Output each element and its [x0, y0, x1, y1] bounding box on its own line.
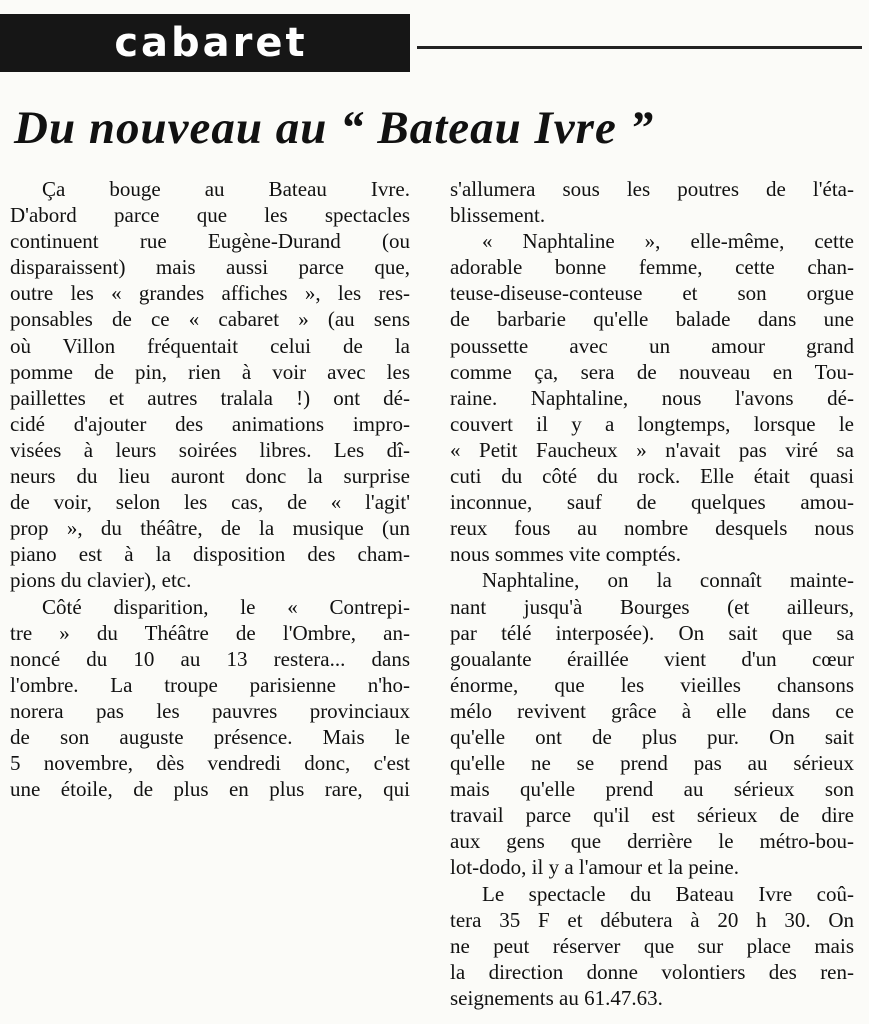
- text-line: pions du clavier), etc.: [10, 568, 192, 593]
- text-line: outre les « grandes affiches », les res-: [10, 281, 410, 306]
- text-line: la direction donne volontiers des ren-: [450, 959, 854, 984]
- text-line: s'allumera sous les poutres de l'éta-: [450, 177, 854, 201]
- rubric-bar-left: [0, 14, 12, 72]
- text-line: prop », du théâtre, de la musique (un: [10, 516, 410, 541]
- text-line: mais qu'elle prend au sérieux son: [450, 777, 854, 802]
- text-line: lot-dodo, il y a l'amour et la peine.: [450, 855, 739, 880]
- text-line: une étoile, de plus en plus rare, qui: [10, 777, 410, 802]
- article-headline: Du nouveau au “ Bateau Ivre ”: [14, 102, 655, 154]
- text-line: goualante éraillée vient d'un cœur: [450, 646, 854, 671]
- text-line: piano est à la disposition des cham-: [10, 542, 410, 567]
- text-line: cidé d'ajouter des animations impro-: [10, 411, 410, 436]
- text-line: D'abord parce que les spectacles: [10, 203, 410, 228]
- text-line: Côté disparition, le « Contrepi-: [42, 594, 410, 619]
- text-line: inconnue, sauf de quelques amou-: [450, 490, 854, 515]
- text-line: nous sommes vite comptés.: [450, 542, 681, 567]
- text-line: l'ombre. La troupe parisienne n'ho-: [10, 672, 410, 697]
- text-line: Ça bouge au Bateau Ivre.: [42, 177, 410, 201]
- text-line: « Naphtaline », elle-même, cette: [482, 229, 854, 254]
- text-line: mélo revivent grâce à elle dans ce: [450, 698, 854, 723]
- text-line: comme ça, sera de nouveau en Tou-: [450, 359, 854, 384]
- text-line: Le spectacle du Bateau Ivre coû-: [482, 881, 854, 906]
- text-line: reux fous au nombre desquels nous: [450, 516, 854, 541]
- text-line: aux gens que derrière le métro-bou-: [450, 829, 854, 854]
- text-line: raine. Naphtaline, nous l'avons dé-: [450, 385, 854, 410]
- text-line: continuent rue Eugène-Durand (ou: [10, 229, 410, 254]
- text-line: « Petit Faucheux » n'avait pas viré sa: [450, 437, 854, 462]
- text-line: travail parce qu'il est sérieux de dire: [450, 803, 854, 828]
- text-line: tera 35 F et débutera à 20 h 30. On: [450, 907, 854, 932]
- text-line: où Villon fréquentait celui de la: [10, 333, 410, 358]
- text-line: Naphtaline, on la connaît mainte-: [482, 568, 854, 593]
- rubric-label: cabaret: [12, 14, 410, 72]
- text-line: nant jusqu'à Bourges (et ailleurs,: [450, 594, 854, 619]
- text-line: poussette avec un amour grand: [450, 333, 854, 358]
- text-line: norera pas les pauvres provinciaux: [10, 698, 410, 723]
- text-line: teuse-diseuse-conteuse et son orgue: [450, 281, 854, 306]
- text-line: par télé interposée). On sait que sa: [450, 620, 854, 645]
- text-line: de barbarie qu'elle balade dans une: [450, 307, 854, 332]
- text-line: 5 novembre, dès vendredi donc, c'est: [10, 751, 410, 776]
- text-line: cuti du côté du rock. Elle était quasi: [450, 464, 854, 489]
- article-column-right: [450, 176, 854, 1011]
- text-line: neurs du lieu auront donc la surprise: [10, 464, 410, 489]
- text-line: disparaissent) mais aussi parce que,: [10, 255, 410, 280]
- text-line: qu'elle ont de plus pur. On sait: [450, 724, 854, 749]
- rubric-header: [12, 14, 862, 74]
- text-line: ne peut réserver que sur place mais: [450, 933, 854, 958]
- text-line: blissement.: [450, 203, 546, 228]
- text-line: tre » du Théâtre de l'Ombre, an-: [10, 620, 410, 645]
- text-line: de voir, selon les cas, de « l'agit': [10, 490, 410, 515]
- text-line: paillettes et autres tralala !) ont dé-: [10, 385, 410, 410]
- text-line: ponsables de ce « cabaret » (au sens: [10, 307, 410, 332]
- rubric-divider-line: [417, 46, 862, 49]
- text-line: couvert il y a longtemps, lorsque le: [450, 411, 854, 436]
- text-line: énorme, que les vieilles chansons: [450, 672, 854, 697]
- text-line: pomme de pin, rien à voir avec les: [10, 359, 410, 384]
- text-line: seignements au 61.47.63.: [450, 985, 663, 1010]
- text-line: adorable bonne femme, cette chan-: [450, 255, 854, 280]
- text-line: visées à leurs soirées libres. Les dî-: [10, 437, 410, 462]
- text-line: noncé du 10 au 13 restera... dans: [10, 646, 410, 671]
- text-line: de son auguste présence. Mais le: [10, 724, 410, 749]
- text-line: qu'elle ne se prend pas au sérieux: [450, 751, 854, 776]
- article-column-left: [10, 176, 410, 802]
